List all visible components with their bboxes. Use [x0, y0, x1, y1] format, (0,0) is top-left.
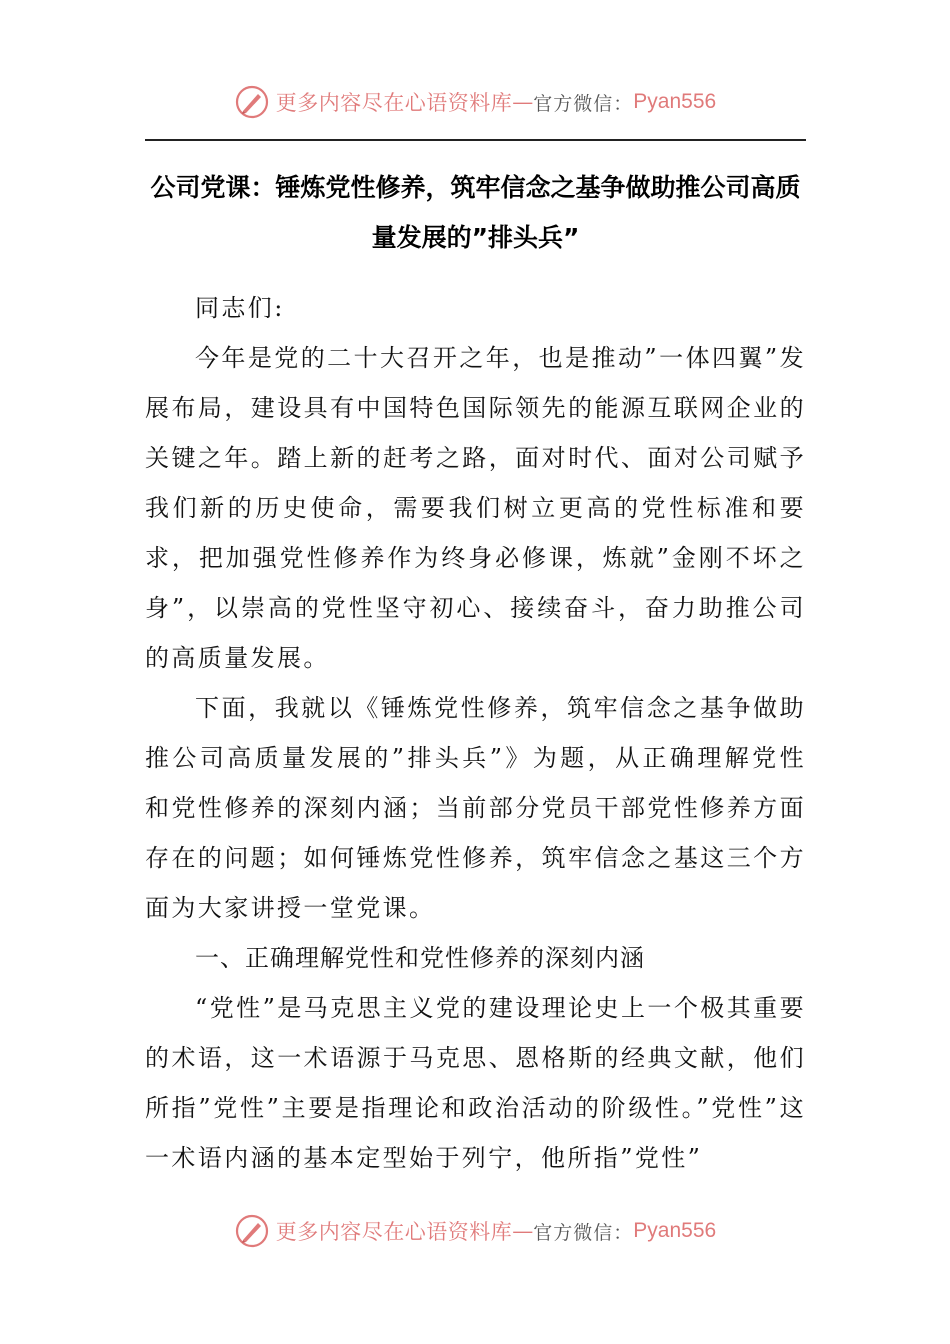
body-paragraph: 今年是党的二十大召开之年，也是推动”一体四翼”发展布局，建设具有中国特色国际领先的能源互联网企业的关键之年。踏上新的赶考之路，面对时代、面对公司赋予我们新的历史使命，需要我们树立更高的党性标准和要求，把加强党性修养作为终身必修课，炼就”金刚不坏之身”，以崇高的党性坚守初心、接续奋斗，奋力助推公司的高质量发展。: [145, 344, 806, 672]
document-title: 公司党课：锤炼党性修养，筑牢信念之基争做助推公司高质量发展的”排头兵”: [150, 173, 801, 252]
pen-circle-logo-icon: [234, 84, 270, 120]
document-body: [145, 283, 806, 1183]
watermark-footer: [0, 1209, 950, 1253]
watermark-site-text: 更多内容尽在心语资料库: [275, 91, 513, 115]
watermark-dash: —: [512, 90, 534, 114]
watermark-header: [0, 80, 950, 124]
greeting: 同志们:: [195, 294, 285, 322]
watermark-label: 官方微信：: [533, 1221, 634, 1244]
watermark-site-text: 更多内容尽在心语资料库: [275, 1220, 513, 1244]
pen-circle-logo-icon: [234, 1213, 270, 1249]
section-paragraph: “党性”是马克思主义党的建设理论史上一个极其重要的术语，这一术语源于马克思、恩格斯的经典文献，他们所指”党性”主要是指理论和政治活动的阶级性。”党性”这一术语内涵的基本定型始于列宁，他所指”党性”: [145, 994, 806, 1172]
watermark-label: 官方微信：: [533, 92, 634, 115]
body-paragraph: 下面，我就以《锤炼党性修养，筑牢信念之基争做助推公司高质量发展的”排头兵”》为题，从正确理解党性和党性修养的深刻内涵；当前部分党员干部党性修养方面存在的问题；如何锤炼党性修养，筑牢信念之基这三个方面为大家讲授一堂党课。: [145, 694, 806, 922]
watermark-id: Pyan556: [633, 90, 717, 113]
watermark-id: Pyan556: [633, 1219, 717, 1242]
watermark-dash: —: [512, 1219, 534, 1243]
header-divider: [145, 139, 806, 141]
section-heading: 一、正确理解党性和党性修养的深刻内涵: [195, 944, 645, 972]
